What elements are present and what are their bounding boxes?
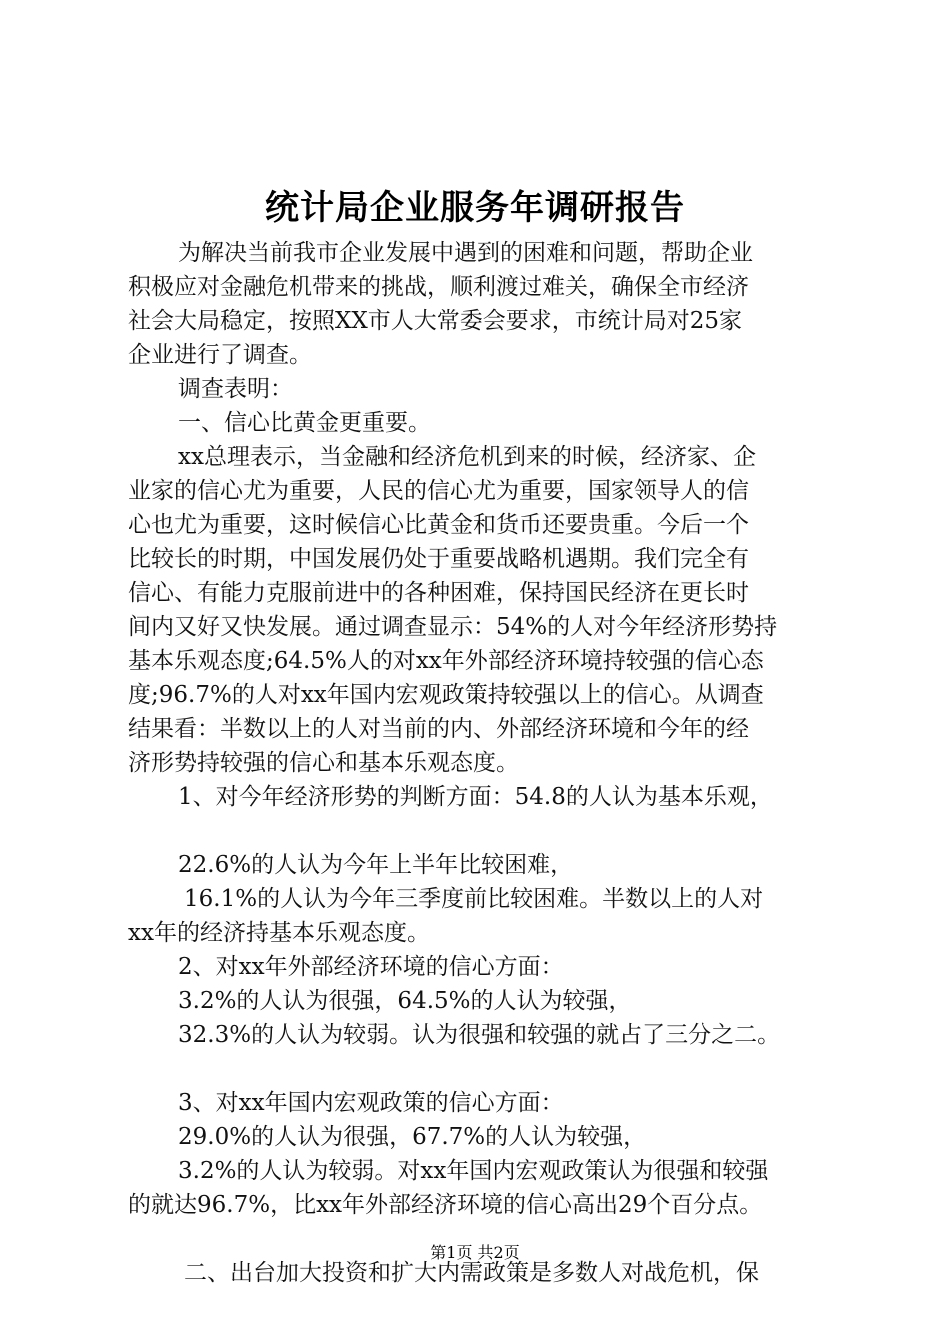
paragraph-line: 积极应对金融危机带来的挑战，顺利渡过难关，确保全市经济 [128,274,749,300]
paragraph-line: 信心、有能力克服前进中的各种困难，保持国民经济在更长时 [128,580,749,606]
blank-line [128,814,836,848]
paragraph-line: 企业进行了调查。 [128,342,312,368]
blank-line [128,1052,836,1086]
paragraph-line: 的就达96.7%，比xx年外部经济环境的信心高出29个百分点。 [128,1192,763,1218]
paragraph-line: 心也尤为重要，这时候信心比黄金和货币还要贵重。今后一个 [128,512,749,538]
paragraph-line: 22.6%的人认为今年上半年比较困难， [178,852,574,878]
paragraph-line: 3、对xx年国内宏观政策的信心方面： [178,1090,564,1116]
paragraph-line: 1、对今年经济形势的判断方面：54.8的人认为基本乐观， [178,784,773,810]
section-heading: 二、出台加大投资和扩大内需政策是多数人对战危机，保 [184,1260,759,1286]
paragraph-line: 度;96.7%的人对xx年国内宏观政策持较强以上的信心。从调查 [128,682,764,708]
paragraph-line: 济形势持较强的信心和基本乐观态度。 [128,750,519,776]
paragraph-line: 间内又好又快发展。通过调查显示：54%的人对今年经济形势持 [128,614,778,640]
section-heading: 一、信心比黄金更重要。 [178,410,431,436]
document-title: 统计局企业服务年调研报告 [265,188,685,228]
paragraph-line: 32.3%的人认为较弱。认为很强和较强的就占了三分之二。 [178,1022,781,1048]
paragraph-line: 2、对xx年外部经济环境的信心方面： [178,954,564,980]
paragraph-line: 基本乐观态度;64.5%人的对xx年外部经济环境持较强的信心态 [128,648,764,674]
paragraph-line: 结果看：半数以上的人对当前的内、外部经济环境和今年的经 [128,716,749,742]
paragraph-line: xx年的经济持基本乐观态度。 [128,920,430,946]
paragraph-line: 3.2%的人认为较弱。对xx年国内宏观政策认为很强和较强 [178,1158,769,1184]
paragraph-line: 调查表明： [178,376,293,402]
paragraph-line: 为解决当前我市企业发展中遇到的困难和问题，帮助企业 [178,240,753,266]
page-number-footer: 第1页 共2页 [430,1243,520,1262]
paragraph-line: xx总理表示，当金融和经济危机到来的时候，经济家、企 [178,444,756,470]
paragraph-line: 29.0%的人认为很强，67.7%的人认为较强， [178,1124,647,1150]
paragraph-line: 16.1%的人认为今年三季度前比较困难。半数以上的人对 [184,886,764,912]
paragraph-line: 3.2%的人认为很强，64.5%的人认为较强， [178,988,632,1014]
paragraph-line: 业家的信心尤为重要，人民的信心尤为重要，国家领导人的信 [128,478,749,504]
document-body [128,236,836,1290]
paragraph-line: 比较长的时期，中国发展仍处于重要战略机遇期。我们完全有 [128,546,749,572]
paragraph-line: 社会大局稳定，按照XX市人大常委会要求，市统计局对25家 [128,308,743,334]
